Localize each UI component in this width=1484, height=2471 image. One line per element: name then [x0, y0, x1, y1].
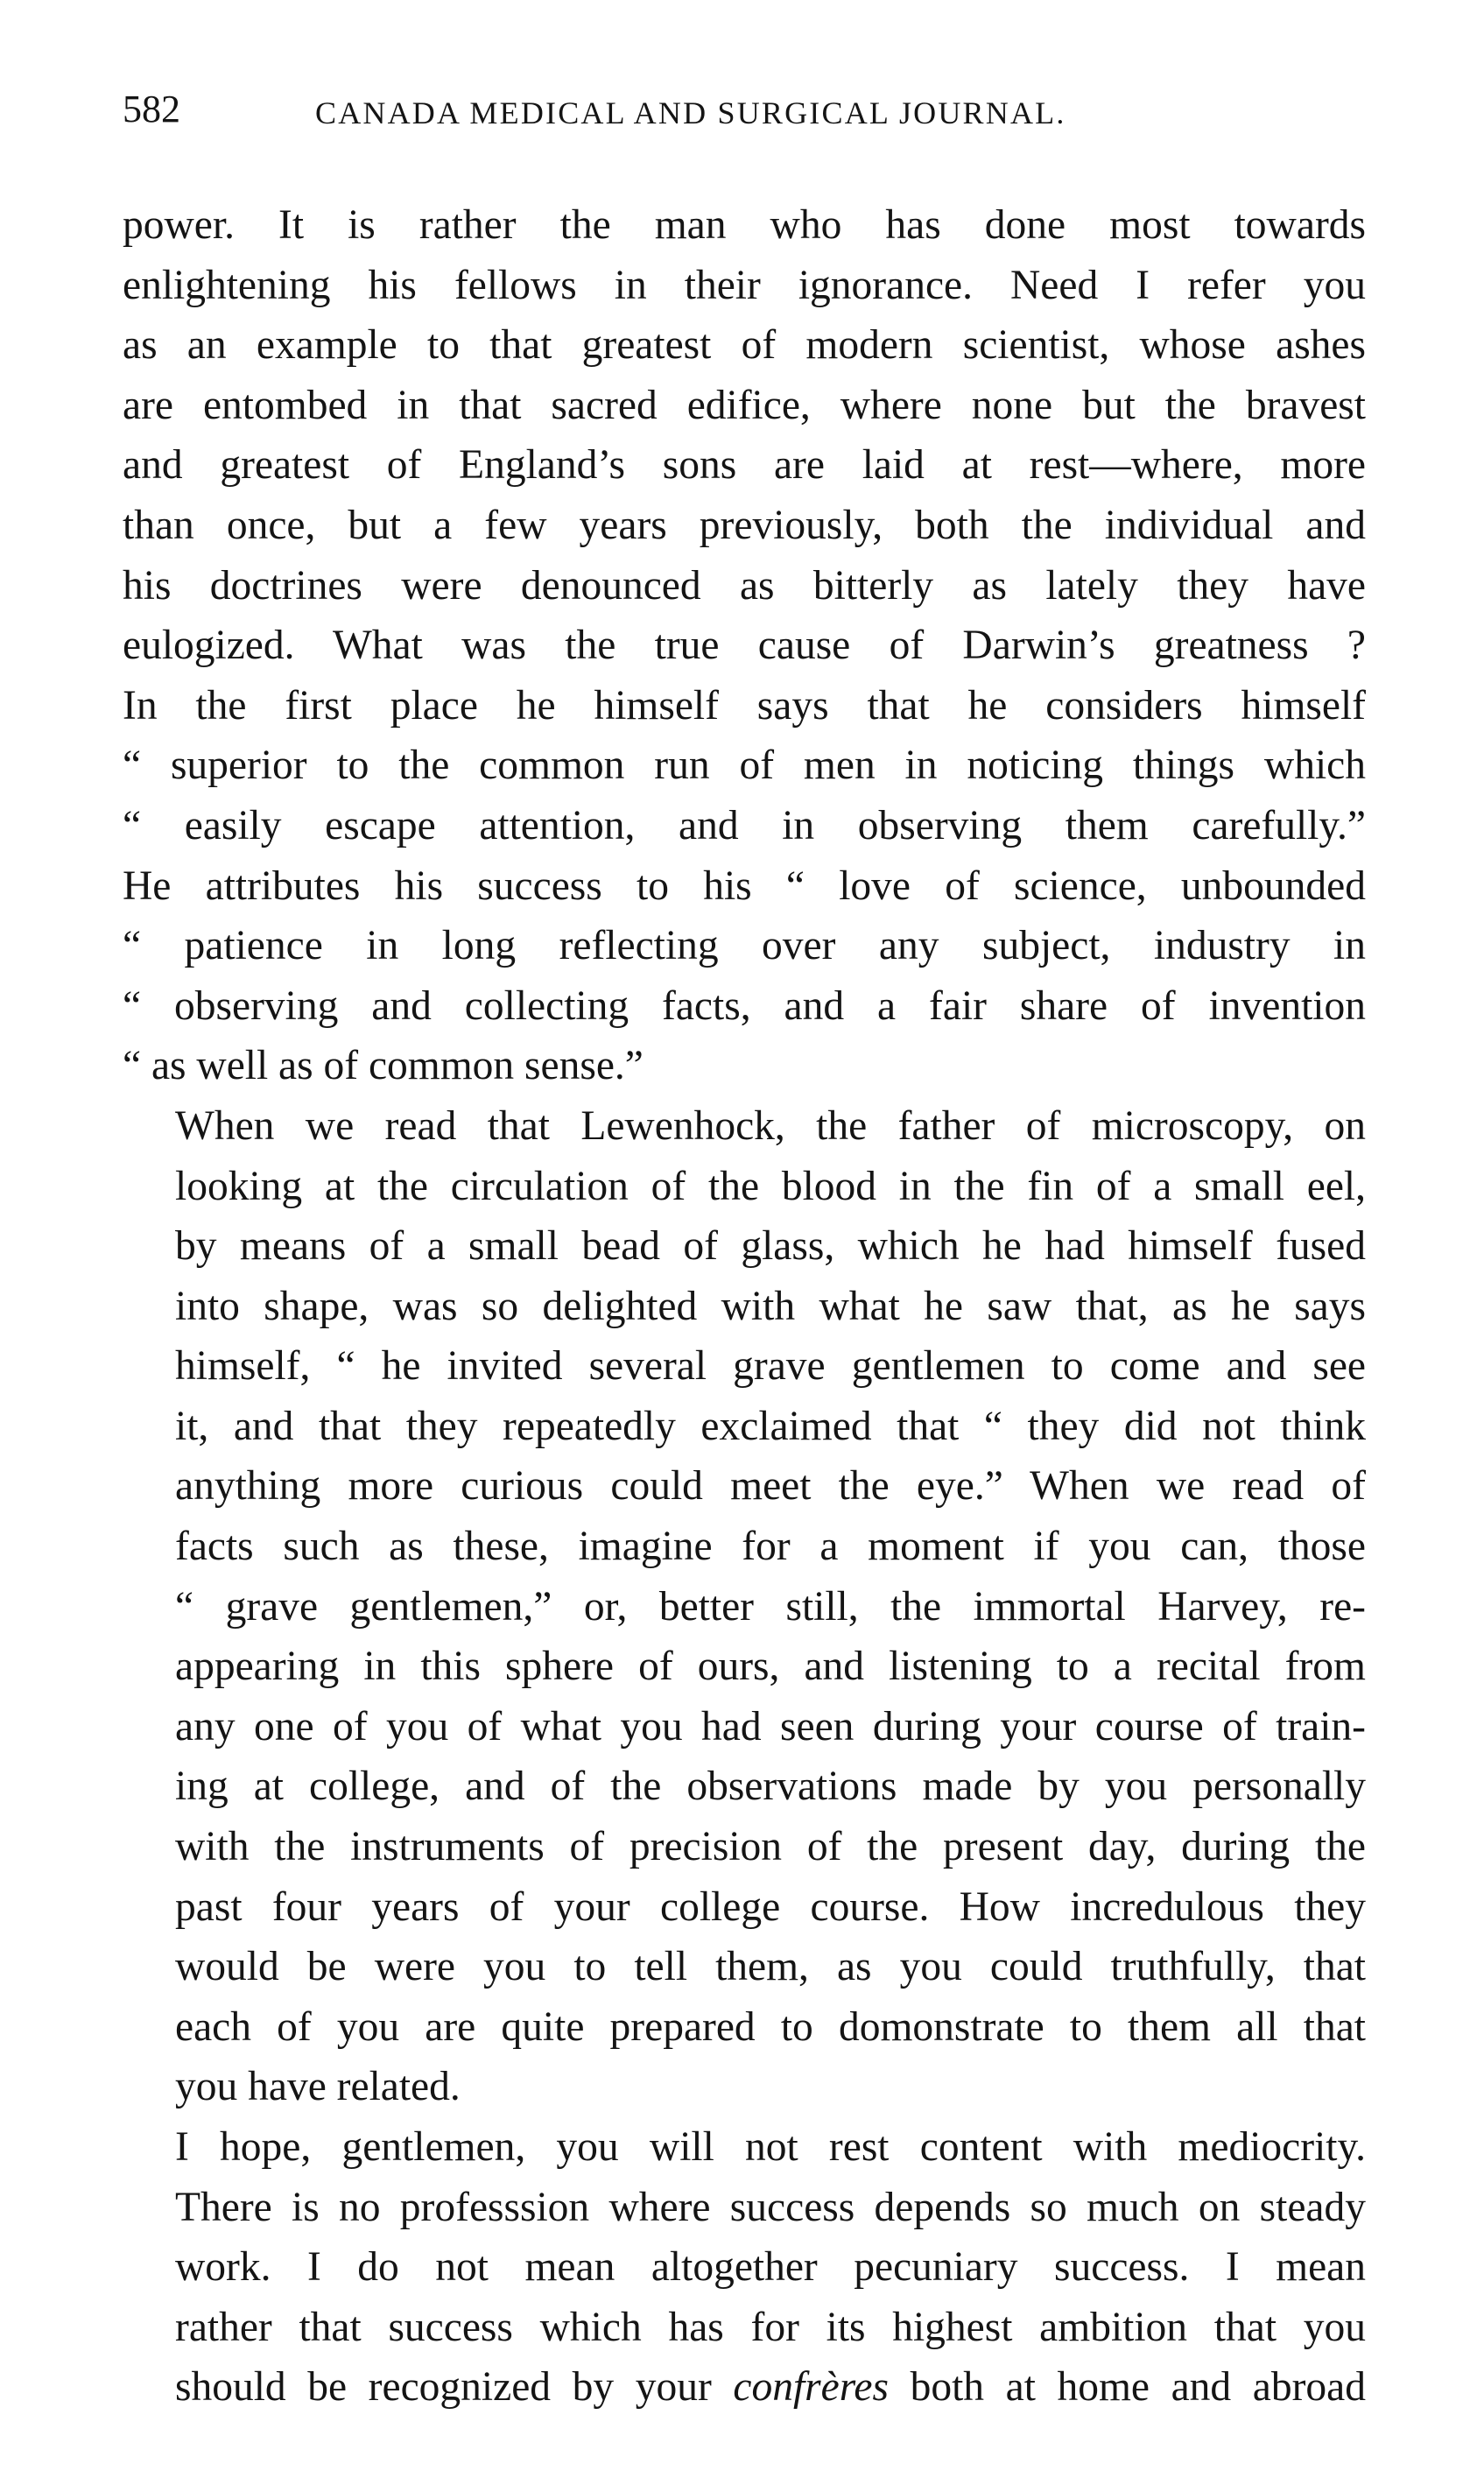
- paragraph-darwin: [123, 195, 1366, 1096]
- text-line: are entombed in that sacred edifice, where none but the bravest: [123, 382, 1366, 428]
- text-line: his doctrines were denounced as bitterly as lately they have: [123, 562, 1366, 609]
- text-line: [123, 2357, 1366, 2418]
- text-line: “ easily escape attention, and in observing them carefully.”: [123, 802, 1366, 848]
- text-line: into shape, was so delighted with what he saw that, as he says: [175, 1283, 1366, 1329]
- text-line: looking at the circulation of the blood in the fin of a small eel,: [175, 1163, 1366, 1209]
- text-line: anything more curious could meet the eye.” When we read of: [175, 1463, 1366, 1510]
- text-line: with the instruments of precision of the present day, during the: [175, 1824, 1366, 1870]
- text-line: as an example to that greatest of modern scientist, whose ashes: [123, 322, 1366, 369]
- text-line: I hope, gentlemen, you will not rest content with mediocrity.: [175, 2124, 1366, 2170]
- text-line: it, and that they repeatedly exclaimed that “ they did not think: [175, 1403, 1366, 1449]
- text-line: eulogized. What was the true cause of Darwin’s greatness ?: [123, 623, 1366, 669]
- text-line: would be were you to tell them, as you could truthfully, that: [175, 1944, 1366, 1990]
- journal-page: [123, 83, 1366, 2418]
- text-line: rather that success which has for its highest ambition that you: [175, 2304, 1366, 2350]
- text-line: by means of a small bead of glass, which he had himself fused: [175, 1223, 1366, 1270]
- page-number: 582: [123, 88, 180, 130]
- text-line: “ as well as of common sense.”: [123, 1043, 644, 1089]
- text-line: In the first place he himself says that he considers himself: [123, 682, 1366, 729]
- text-line: past four years of your college course. How incredulous they: [175, 1883, 1366, 1930]
- paragraph-mediocrity: [123, 2117, 1366, 2418]
- text-line: There is no professsion where success depends so much on steady: [175, 2184, 1366, 2230]
- text-line: “ patience in long reflecting over any subject, industry in: [123, 923, 1366, 969]
- text-line: facts such as these, imagine for a moment if you can, those: [175, 1524, 1366, 1570]
- text-line: work. I do not mean altogether pecuniary success. I mean: [175, 2244, 1366, 2291]
- paragraph-lewenhock: [123, 1096, 1366, 2117]
- text-line: appearing in this sphere of ours, and listening to a recital from: [175, 1644, 1366, 1690]
- text-line: enlightening his fellows in their ignorance. Need I refer you: [123, 262, 1366, 308]
- text-line: “ grave gentlemen,” or, better still, the immortal Harvey, re-: [175, 1583, 1366, 1630]
- text-line: himself, “ he invited several grave gentlemen to come and see: [175, 1343, 1366, 1390]
- text-line: each of you are quite prepared to domonstrate to them all that: [175, 2003, 1366, 2050]
- text-line: ing at college, and of the observations made by you personally: [175, 1763, 1366, 1810]
- journal-title: CANADA MEDICAL AND SURGICAL JOURNAL.: [315, 95, 1066, 130]
- text-line: He attributes his success to his “ love of science, unbounded: [123, 862, 1366, 909]
- text-line: you have related.: [175, 2064, 461, 2110]
- running-head: [123, 83, 1366, 144]
- text-line: any one of you of what you had seen during your course of train-: [175, 1703, 1366, 1749]
- text-line: than once, but a few years previously, both the individual and: [123, 502, 1366, 548]
- body-text: [123, 195, 1366, 2418]
- text-line: and greatest of England’s sons are laid at rest—where, more: [123, 442, 1366, 489]
- text-segment: should be recognized by your: [175, 2364, 734, 2411]
- text-line: When we read that Lewenhock, the father of microscopy, on: [175, 1102, 1366, 1149]
- text-line: power. It is rather the man who has done most towards: [123, 202, 1366, 248]
- text-line: “ observing and collecting facts, and a fair share of invention: [123, 982, 1366, 1029]
- text-line: “ superior to the common run of men in noticing things which: [123, 743, 1366, 789]
- text-segment: both at home and abroad: [889, 2364, 1366, 2411]
- italic-word: confrères: [733, 2364, 889, 2411]
